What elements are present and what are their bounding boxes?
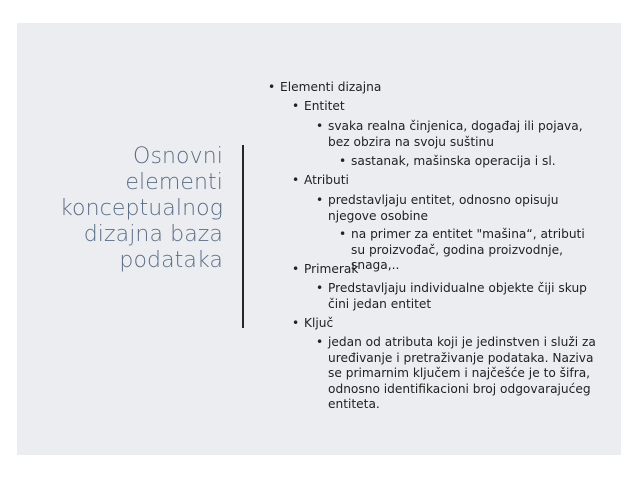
bullet-text: jedan od atributa koji je jedinstven i služi za uređivanje i pretraživanje podataka. Naziva se primarnim ključem i najčešće je to šifra, odnosno identifikacioni broj odgovarajućeg entiteta. [328,335,596,411]
bullet-item-level-1 [268,80,600,96]
bullet-text: sastanak, mašinska operacija i sl. [351,154,556,168]
bullet-item-level-3 [316,119,598,150]
bullet-icon: • [339,154,347,168]
title-line: elementi [125,170,223,195]
bullet-text: svaka realna činjenica, događaj ili pojava, bez obzira na svoju suštinu [328,119,583,149]
bullet-item-level-3 [316,193,564,224]
bullet-item-level-2 [292,173,594,189]
bullet-text: na primer za entitet "mašina“, atributi su proizvođač, godina proizvodnje, snaga,.. [351,227,585,272]
bullet-item-level-3 [316,281,600,312]
bullet-text: Ključ [304,316,334,330]
bullet-item-level-2 [292,316,594,332]
title-line: dizajna baza [83,222,223,247]
bullet-icon: • [316,193,324,207]
bullet-text: predstavljaju entitet, odnosno opisuju njegove osobine [328,193,559,223]
title-line: podataka [119,248,223,273]
bullet-item-level-2 [292,262,594,278]
bullet-icon: • [292,262,300,276]
bullet-text: Primerak [304,262,359,276]
bullet-icon: • [292,173,300,187]
bullet-text: Atributi [304,173,349,187]
bullet-icon: • [268,80,276,94]
bullet-item-level-4 [339,154,601,170]
bullet-icon: • [316,335,324,349]
bullet-item-level-3 [316,335,596,413]
bullet-icon: • [292,99,300,113]
bullet-text: Elementi dizajna [280,80,382,94]
title-line: konceptualnog [59,196,223,221]
bullet-icon: • [292,316,300,330]
bullet-item-level-2 [292,99,594,115]
bullet-icon: • [316,281,324,295]
bullet-icon: • [339,227,347,241]
bullet-text: Entitet [304,99,345,113]
bullet-text: Predstavljaju individualne objekte čiji skup čini jedan entitet [328,281,587,311]
title-line: Osnovni [133,144,223,169]
bullet-icon: • [316,119,324,133]
